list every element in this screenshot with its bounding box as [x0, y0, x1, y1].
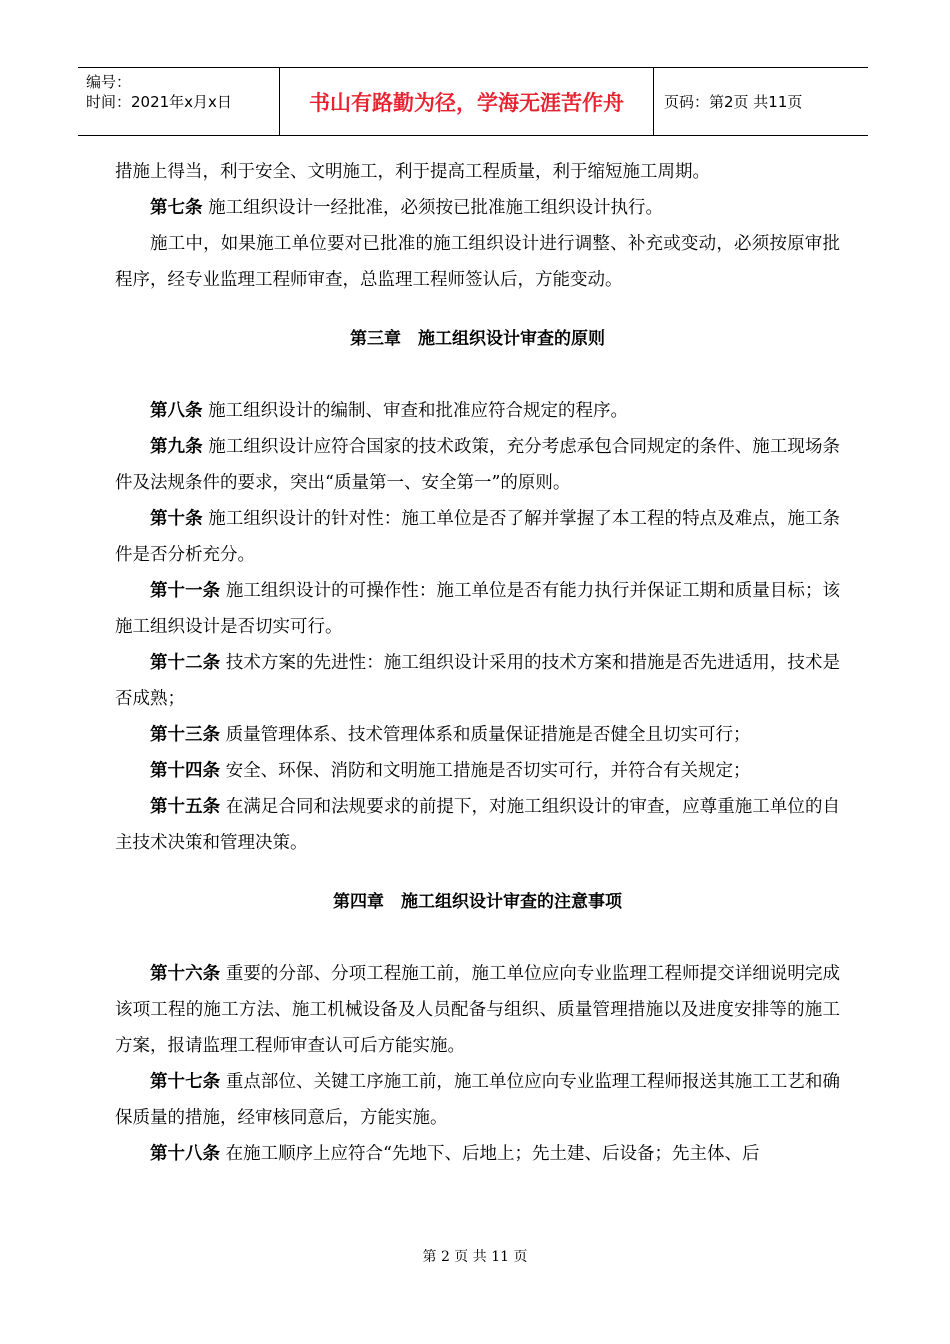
article-label: 第九条: [150, 437, 203, 457]
article-text: 安全、环保、消防和文明施工措施是否切实可行，并符合有关规定；: [220, 761, 751, 781]
document-body: [115, 154, 840, 1172]
article-text: 施工组织设计的针对性：施工单位是否了解并掌握了本工程的特点及难点，施工条件是否分析充分。: [115, 509, 841, 565]
article-16: [115, 956, 840, 1064]
article-10: [115, 501, 840, 573]
header-motto: 书山有路勤为径，学海无涯苦作舟: [280, 68, 654, 135]
article-label: 第十六条: [150, 964, 221, 984]
article-text: 施工组织设计的可操作性：施工单位是否有能力执行并保证工期和质量目标；该施工组织设计是否切实可行。: [115, 581, 841, 637]
article-8: [115, 393, 840, 429]
article-18: [115, 1136, 840, 1172]
article-text: 施工组织设计的编制、审查和批准应符合规定的程序。: [202, 401, 629, 421]
header-page-info: 页码：第2页 共11页: [664, 93, 803, 111]
document-time-label: 时间：2021年x月x日: [86, 93, 232, 111]
article-14: [115, 753, 840, 789]
article-7: [115, 190, 840, 226]
article-15: [115, 789, 840, 861]
article-text: 质量管理体系、技术管理体系和质量保证措施是否健全且切实可行；: [220, 725, 751, 745]
article-text: 施工组织设计一经批准，必须按已批准施工组织设计执行。: [202, 198, 664, 218]
article-text: 技术方案的先进性：施工组织设计采用的技术方案和措施是否先进适用，技术是否成熟；: [115, 653, 841, 709]
paragraph-article-7-continued: 施工中，如果施工单位要对已批准的施工组织设计进行调整、补充或变动，必须按原审批程序，经专业监理工程师审查，总监理工程师签认后，方能变动。: [115, 234, 840, 290]
paragraph-intro: 措施上得当，利于安全、文明施工，利于提高工程质量，利于缩短施工周期。: [115, 162, 710, 182]
article-text: 重要的分部、分项工程施工前，施工单位应向专业监理工程师提交详细说明完成该项工程的施工方法、施工机械设备及人员配备与组织、质量管理措施以及进度安排等的施工方案，报请监理工程师审查认可后方能实施。: [115, 964, 841, 1056]
article-label: 第十三条: [150, 725, 220, 745]
article-label: 第十七条: [150, 1072, 221, 1092]
article-12: [115, 645, 840, 717]
chapter-3-heading: 第三章 施工组织设计审查的原则: [350, 329, 605, 349]
article-label: 第十一条: [150, 581, 221, 601]
article-text: 在施工顺序上应符合“先地下、后地上；先土建、后设备；先主体、后: [220, 1144, 760, 1164]
article-text: 重点部位、关键工序施工前，施工单位应向专业监理工程师报送其施工工艺和确保质量的措施，经审核同意后，方能实施。: [115, 1072, 841, 1128]
article-text: 施工组织设计应符合国家的技术政策，充分考虑承包合同规定的条件、施工现场条件及法规条件的要求，突出“质量第一、安全第一”的原则。: [115, 437, 841, 493]
document-number-label: 编号：: [86, 73, 132, 91]
page-header: [78, 67, 868, 136]
header-meta: [78, 68, 280, 135]
article-label: 第十四条: [150, 761, 220, 781]
article-13: [115, 717, 840, 753]
article-label: 第八条: [150, 401, 203, 421]
article-label: 第十二条: [150, 653, 221, 673]
article-9: [115, 429, 840, 501]
article-label: 第十条: [150, 509, 203, 529]
article-label: 第十五条: [150, 797, 221, 817]
article-text: 在满足合同和法规要求的前提下，对施工组织设计的审查，应尊重施工单位的自主技术决策和管理决策。: [115, 797, 841, 853]
page-footer: 第 2 页 共 11 页: [422, 1249, 528, 1265]
article-label: 第七条: [150, 198, 203, 218]
chapter-4-heading: 第四章 施工组织设计审查的注意事项: [333, 892, 622, 912]
article-11: [115, 573, 840, 645]
article-label: 第十八条: [150, 1144, 220, 1164]
article-17: [115, 1064, 840, 1136]
